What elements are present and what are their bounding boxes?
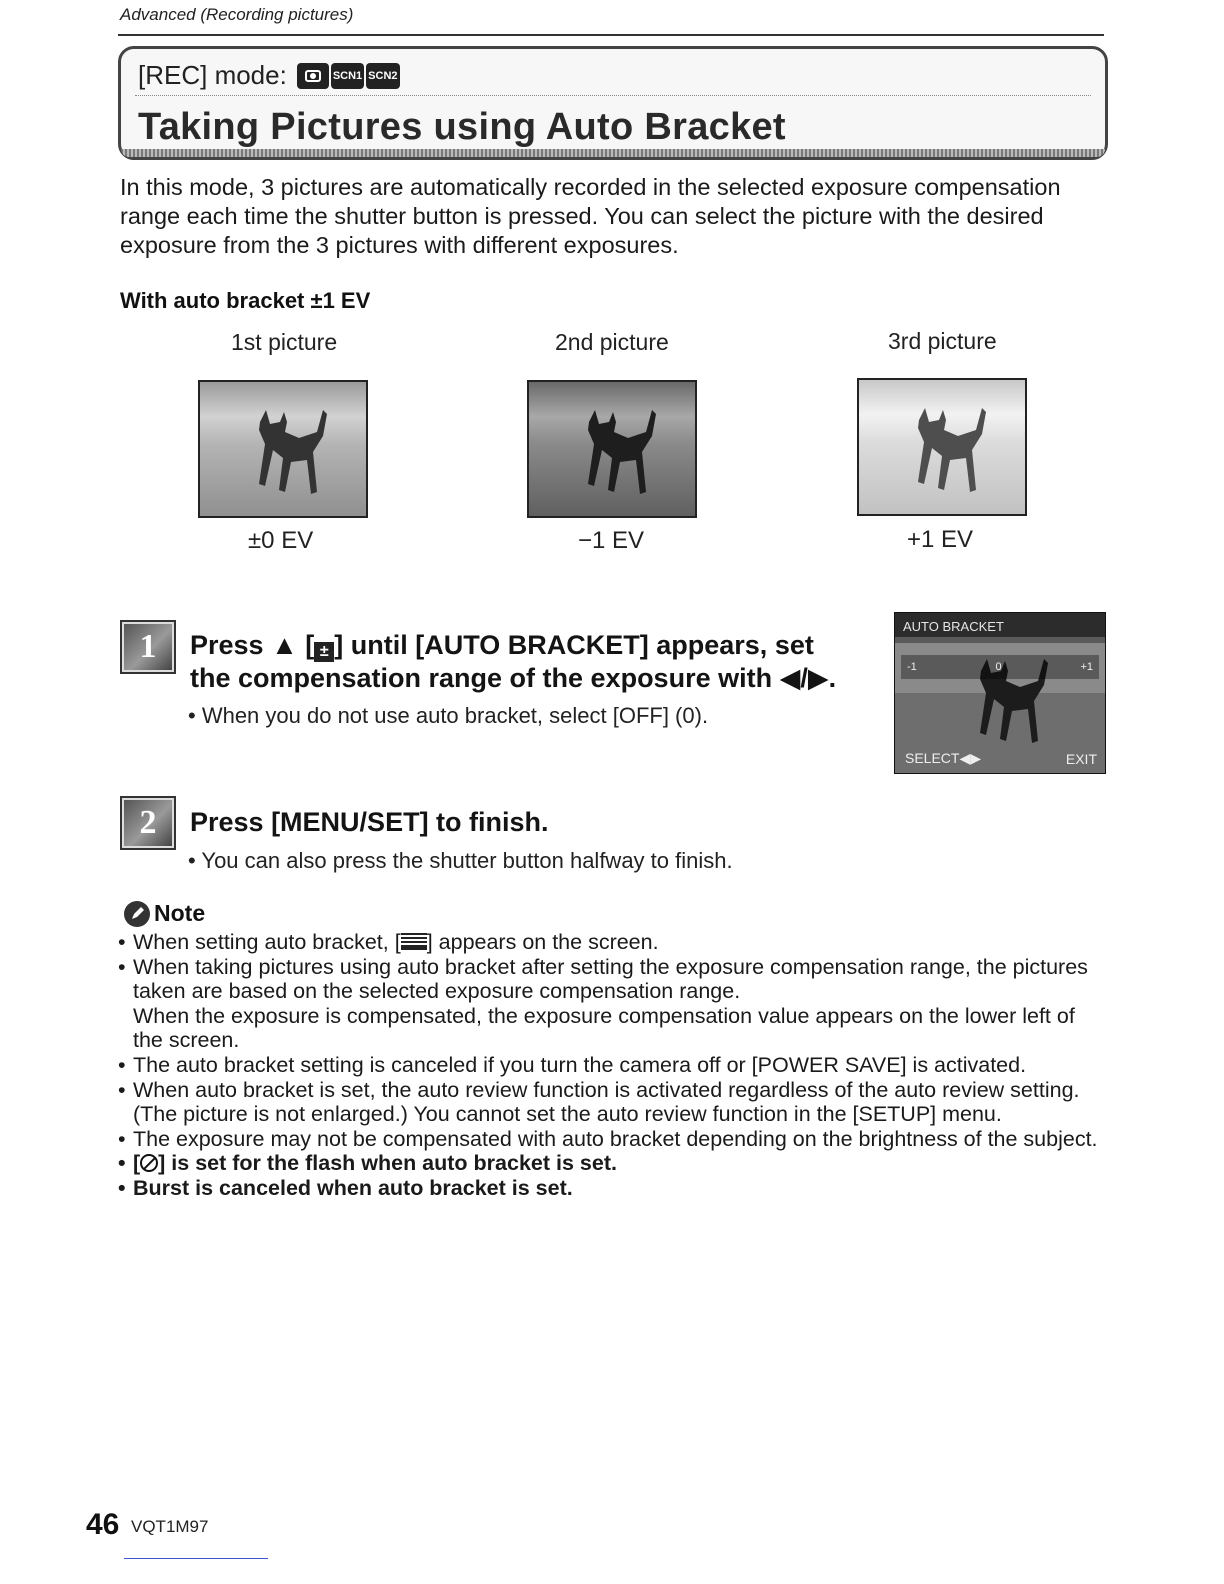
intro-paragraph: In this mode, 3 pictures are automatically recorded in the selected exposure compensation range each time the shutter button is pressed. You can select the picture with the desired exposure from the 3 pictures with different exposures. bbox=[120, 174, 1061, 258]
lcd-scale bbox=[901, 655, 1099, 679]
step-1-line1b: ] until [AUTO BRACKET] appears, set bbox=[334, 630, 814, 660]
rec-mode-label: [REC] mode: bbox=[138, 60, 287, 90]
note-item: • [ ] is set for the flash when auto bracket is set. bbox=[116, 1151, 1106, 1176]
exposure-icon: ± bbox=[314, 642, 334, 662]
picture-2-ev: −1 EV bbox=[578, 527, 645, 554]
step-1-line2: the compensation range of the exposure with ◀/▶. bbox=[190, 663, 837, 693]
picture-1-title: 1st picture bbox=[231, 329, 338, 355]
picture-3-image bbox=[857, 378, 1027, 516]
note-item: • The exposure may not be compensated with auto bracket depending on the brightness of the subject. bbox=[116, 1127, 1106, 1152]
camera-icon bbox=[297, 63, 329, 89]
auto-bracket-icon bbox=[401, 933, 427, 950]
mode-icons bbox=[297, 63, 400, 89]
lcd-select-hint: SELECT◀▶ bbox=[905, 750, 981, 766]
note-heading bbox=[124, 900, 205, 927]
flash-off-icon bbox=[140, 1154, 158, 1172]
document-code: VQT1M97 bbox=[131, 1517, 209, 1536]
note-item: • Burst is canceled when auto bracket is set. bbox=[116, 1176, 1106, 1201]
bracket-example-label: With auto bracket ±1 EV bbox=[120, 288, 371, 313]
note-item: • When auto bracket is set, the auto review function is activated regardless of the auto review setting. (The picture is not enlarged.) You cannot set the auto review function in the [SETUP] menu. bbox=[116, 1078, 1106, 1127]
step-1-text bbox=[190, 629, 890, 694]
lcd-exit-hint: EXIT bbox=[1065, 751, 1097, 767]
lcd-title: AUTO BRACKET bbox=[903, 619, 1004, 634]
picture-3-ev: +1 EV bbox=[907, 526, 974, 553]
step-2-badge: 2 bbox=[122, 798, 174, 848]
note-item: • When taking pictures using auto bracket after setting the exposure compensation range, the pictures taken are based on the selected exposure compensation range. When the exposure is compensated, the exposure compensation value appears on the lower left of the screen. bbox=[116, 955, 1106, 1053]
lcd-scale-plus: +1 bbox=[1080, 661, 1093, 673]
step-2-text: Press [MENU/SET] to finish. bbox=[190, 807, 549, 837]
note-item: • When setting auto bracket, [ ] appears on the screen. bbox=[116, 930, 1106, 955]
picture-3-title: 3rd picture bbox=[888, 328, 997, 354]
page-number: 46 bbox=[86, 1508, 120, 1541]
scn1-icon: SCN1 bbox=[331, 63, 364, 89]
lcd-scale-zero: 0 bbox=[995, 661, 1002, 673]
note-item: • The auto bracket setting is canceled if you turn the camera off or [POWER SAVE] is activated. bbox=[116, 1053, 1106, 1078]
pencil-icon bbox=[124, 901, 150, 927]
step-1-bullet: • When you do not use auto bracket, select [OFF] (0). bbox=[188, 703, 709, 728]
rec-mode bbox=[138, 60, 400, 91]
note-label: Note bbox=[154, 900, 206, 926]
step-1-line1: Press ▲ [ bbox=[190, 630, 315, 660]
note-list bbox=[116, 930, 1106, 1201]
lcd-scale-minus: -1 bbox=[907, 661, 917, 673]
footer-divider bbox=[124, 1558, 268, 1559]
picture-2-title: 2nd picture bbox=[555, 329, 669, 355]
title-box-band bbox=[121, 149, 1105, 157]
scn2-icon: SCN2 bbox=[366, 63, 399, 89]
title-box-divider bbox=[135, 95, 1091, 97]
picture-1-image bbox=[198, 380, 368, 518]
lcd-screen bbox=[894, 612, 1106, 774]
section-header: Advanced (Recording pictures) bbox=[120, 5, 354, 24]
page-title: Taking Pictures using Auto Bracket bbox=[138, 106, 786, 148]
step-2-bullet: • You can also press the shutter button halfway to finish. bbox=[188, 848, 733, 873]
picture-1-ev: ±0 EV bbox=[248, 527, 314, 554]
header-divider bbox=[118, 34, 1104, 36]
picture-2-image bbox=[527, 380, 697, 518]
step-1-badge: 1 bbox=[122, 622, 174, 672]
